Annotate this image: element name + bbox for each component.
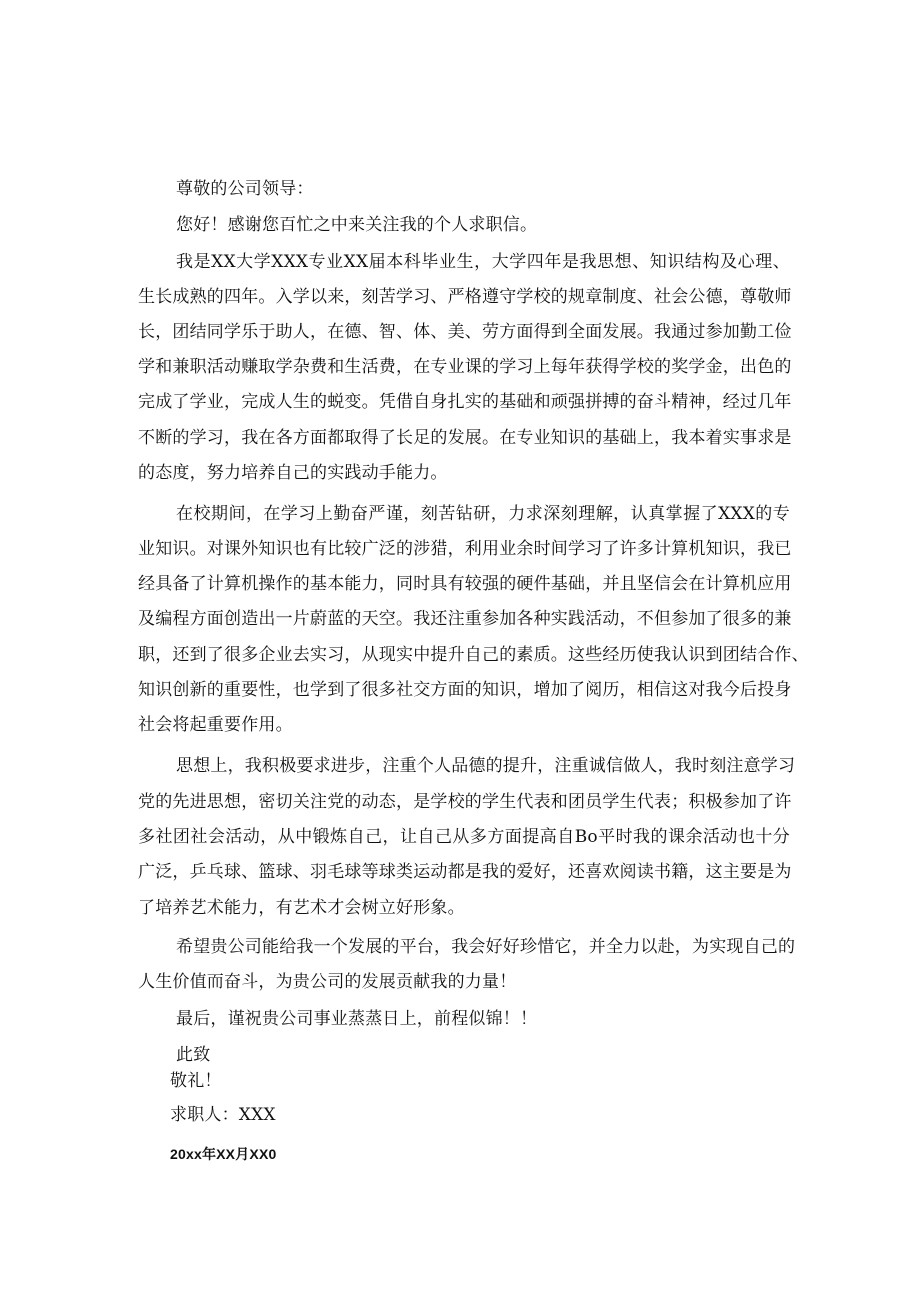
paragraph1-line: 完成了学业，完成人生的蜕变。凭借自身扎实的基础和顽强拼搏的奋斗精神，经过几年	[138, 392, 792, 412]
paragraph1-line: 生长成熟的四年。入学以来，刻苦学习、严格遵守学校的规章制度、社会公德，尊敬师	[138, 287, 792, 307]
paragraph2-line: 业知识。对课外知识也有比较广泛的涉猎，利用业余时间学习了许多计算机知识，我已	[138, 539, 792, 559]
paragraph2-line: 经具备了计算机操作的基本能力，同时具有较强的硬件基础，并且坚信会在计算机应用	[138, 574, 792, 594]
letter-date: 20xx年XX月XX0	[170, 1146, 277, 1162]
paragraph3-line: 广泛，乒乓球、篮球、羽毛球等球类运动都是我的爱好，还喜欢阅读书籍，这主要是为	[138, 862, 792, 882]
paragraph4-line: 希望贵公司能给我一个发展的平台，我会好好珍惜它，并全力以赴，为实现自己的	[176, 937, 796, 957]
paragraph1-line: 我是XX大学XXX专业XX届本科毕业生，大学四年是我思想、知识结构及心理、	[176, 252, 790, 272]
paragraph2-line: 职，还到了很多企业去实习，从现实中提升自己的素质。这些经历使我认识到团结合作、	[138, 645, 809, 665]
salutation: 尊敬的公司领导：	[176, 179, 314, 199]
closing-ci-zhi: 此致	[176, 1045, 211, 1065]
closing-wish: 最后，谨祝贵公司事业蒸蒸日上，前程似锦！！	[176, 1009, 538, 1029]
paragraph1-line: 的态度，努力培养自己的实践动手能力。	[138, 463, 448, 483]
paragraph2-line: 社会将起重要作用。	[138, 715, 293, 735]
paragraph1-line: 长，团结同学乐于助人，在德、智、体、美、劳方面得到全面发展。我通过参加勤工俭	[138, 322, 792, 342]
greeting: 您好！感谢您百忙之中来关注我的个人求职信。	[176, 215, 538, 235]
paragraph2-line: 知识创新的重要性，也学到了很多社交方面的知识，增加了阅历，相信这对我今后投身	[138, 680, 792, 700]
paragraph1-line: 不断的学习，我在各方面都取得了长足的发展。在专业知识的基础上，我本着实事求是	[138, 428, 792, 448]
paragraph3-line: 多社团社会活动，从中锻炼自己，让自己从多方面提高自Bo平时我的课余活动也十分	[138, 827, 790, 847]
paragraph3-line: 思想上，我积极要求进步，注重个人品德的提升，注重诚信做人，我时刻注意学习	[176, 756, 796, 776]
paragraph1-line: 学和兼职活动赚取学杂费和生活费，在专业课的学习上每年获得学校的奖学金，出色的	[138, 357, 792, 377]
closing-jing-li: 敬礼！	[170, 1071, 222, 1091]
paragraph2-line: 及编程方面创造出一片蔚蓝的天空。我还注重参加各种实践活动，不但参加了很多的兼	[138, 609, 792, 629]
paragraph3-line: 了培养艺术能力，有艺术才会树立好形象。	[138, 898, 465, 918]
signature: 求职人：XXX	[170, 1105, 276, 1125]
paragraph4-line: 人生价值而奋斗，为贵公司的发展贡献我的力量！	[138, 972, 517, 992]
paragraph2-line: 在校期间，在学习上勤奋严谨，刻苦钻研，力求深刻理解，认真掌握了XXX的专	[176, 504, 790, 524]
paragraph3-line: 党的先进思想，密切关注党的动态，是学校的学生代表和团员学生代表；积极参加了许	[138, 792, 792, 812]
